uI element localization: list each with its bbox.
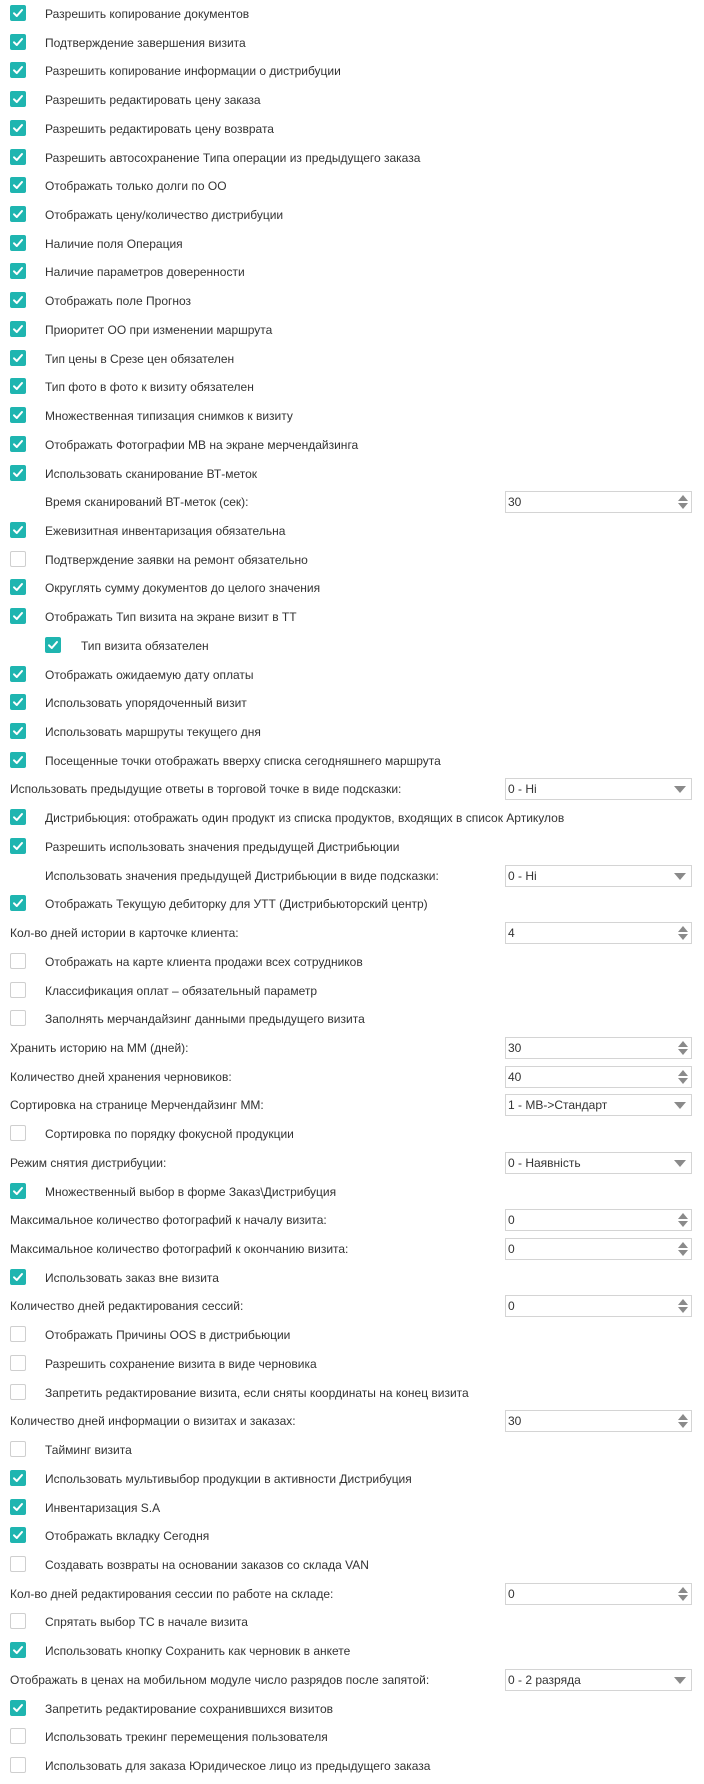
setting-row-checkbox [0,1525,704,1547]
setting-label: Сортировка на странице Мерчендайзинг ММ: [10,1098,264,1112]
spinner-up-icon[interactable] [678,1070,688,1076]
setting-row-checkbox [0,836,704,858]
setting-label: Максимальное количество фотографий к окончанию визита: [10,1242,349,1256]
chevron-down-icon[interactable] [674,1102,686,1109]
setting-row-checkbox [0,405,704,427]
checkbox-unchecked[interactable] [10,1384,26,1400]
setting-row-number [0,1066,704,1088]
checkbox-unchecked[interactable] [10,953,26,969]
checkmark-icon [12,610,24,622]
spinner-arrows-icon[interactable] [678,1212,688,1228]
checkbox-unchecked[interactable] [10,1613,26,1629]
number-input-value: 0 [508,1587,515,1601]
select-value: 1 - МВ->Стандарт [508,1098,608,1112]
setting-label: Режим снятия дистрибуции: [10,1156,167,1170]
checkmark-icon [12,754,24,766]
setting-row-number [0,1238,704,1260]
setting-row-checkbox [0,1468,704,1490]
checkbox-unchecked[interactable] [10,1757,26,1773]
checkmark-icon [12,725,24,737]
checkbox-checked[interactable] [10,465,26,481]
setting-row-checkbox [0,1267,704,1289]
checkbox-checked[interactable] [10,1527,26,1543]
checkmark-icon [12,696,24,708]
checkmark-icon [12,467,24,479]
checkbox-checked[interactable] [10,5,26,21]
checkbox-checked[interactable] [10,91,26,107]
setting-row-checkbox [0,3,704,25]
setting-label: Использовать сканирование ВТ-меток [45,467,258,481]
checkmark-icon [12,323,24,335]
checkbox-unchecked[interactable] [10,1010,26,1026]
setting-row-checkbox [0,1611,704,1633]
setting-label: Тайминг визита [45,1443,132,1457]
checkbox-unchecked[interactable] [10,1125,26,1141]
setting-label: Разрешить редактировать цену возврата [45,122,274,136]
checkbox-checked[interactable] [10,149,26,165]
setting-label: Множественная типизация снимков к визиту [45,409,293,423]
setting-label: Максимальное количество фотографий к началу визита: [10,1213,327,1227]
setting-label: Запретить редактирование сохранившихся визитов [45,1702,334,1716]
setting-label: Отображать Тип визита на экране визит в ТТ [45,610,297,624]
checkmark-icon [12,581,24,593]
setting-label: Разрешить сохранение визита в виде черновика [45,1357,317,1371]
spinner-down-icon[interactable] [678,1595,688,1601]
checkmark-icon [12,7,24,19]
checkmark-icon [12,1501,24,1513]
setting-row-select [0,1669,704,1691]
checkmark-icon [12,122,24,134]
checkbox-checked[interactable] [10,263,26,279]
setting-label: Кол-во дней редактирования сессии по работе на складе: [10,1587,334,1601]
checkmark-icon [12,93,24,105]
setting-row-checkbox [0,1497,704,1519]
checkbox-checked[interactable] [10,895,26,911]
chevron-down-icon[interactable] [674,1160,686,1167]
setting-row-checkbox [0,175,704,197]
checkbox-checked[interactable] [10,809,26,825]
checkbox-unchecked[interactable] [10,551,26,567]
checkbox-checked[interactable] [10,34,26,50]
checkmark-icon [12,409,24,421]
setting-label: Отображать на карте клиента продажи всех сотрудников [45,955,363,969]
setting-label: Сортировка по порядку фокусной продукции [45,1127,294,1141]
setting-row-checkbox [0,376,704,398]
spinner-down-icon[interactable] [678,1078,688,1084]
number-input[interactable] [505,1037,692,1059]
checkmark-icon [12,668,24,680]
spinner-up-icon[interactable] [678,495,688,501]
checkmark-icon [12,1472,24,1484]
spinner-down-icon[interactable] [678,1250,688,1256]
checkbox-checked[interactable] [10,1642,26,1658]
setting-label: Дистрибьюция: отображать один продукт из списка продуктов, входящих в список Артикулов [45,811,565,825]
setting-label: Использовать для заказа Юридическое лицо из предыдущего заказа [45,1759,431,1773]
select-value: 0 - Ні [508,782,537,796]
checkbox-unchecked[interactable] [10,1728,26,1744]
spinner-arrows-icon[interactable] [678,1040,688,1056]
checkbox-checked[interactable] [10,177,26,193]
setting-row-number [0,1209,704,1231]
setting-row-number [0,491,704,513]
number-input-value: 40 [508,1070,522,1084]
chevron-down-icon[interactable] [674,786,686,793]
number-input[interactable] [505,1238,692,1260]
setting-label: Тип визита обязателен [81,639,209,653]
checkbox-checked[interactable] [10,120,26,136]
setting-label: Отображать Текущую дебиторку для УТТ (Дистрибьюторский центр) [45,897,428,911]
setting-row-checkbox [0,89,704,111]
setting-label: Приоритет ОО при изменении маршрута [45,323,273,337]
checkmark-icon [12,151,24,163]
checkbox-checked[interactable] [10,1269,26,1285]
setting-label: Использовать заказ вне визита [45,1271,219,1285]
setting-label: Разрешить редактировать цену заказа [45,93,261,107]
setting-row-checkbox [0,750,704,772]
select-value: 0 - 2 разряда [508,1673,581,1687]
checkbox-checked[interactable] [10,378,26,394]
setting-label: Отображать поле Прогноз [45,294,192,308]
select-value: 0 - Ні [508,869,537,883]
setting-label: Отображать в ценах на мобильном модуле число разрядов после запятой: [10,1673,430,1687]
number-input[interactable] [505,922,692,944]
checkmark-icon [12,380,24,392]
setting-label: Классификация оплат – обязательный параметр [45,984,318,998]
setting-label: Наличие параметров доверенности [45,265,245,279]
select-dropdown[interactable] [505,1094,692,1116]
spinner-down-icon[interactable] [678,1049,688,1055]
spinner-up-icon[interactable] [678,1587,688,1593]
setting-label: Спрятать выбор ТС в начале визита [45,1615,248,1629]
setting-row-checkbox [0,1640,704,1662]
spinner-arrows-icon[interactable] [678,1586,688,1602]
setting-row-checkbox [0,1353,704,1375]
checkbox-checked[interactable] [10,752,26,768]
checkbox-checked[interactable] [10,666,26,682]
setting-row-checkbox [0,32,704,54]
number-input[interactable] [505,491,692,513]
setting-label: Отображать Фотографии МВ на экране мерчендайзинга [45,438,359,452]
number-input-value: 0 [508,1299,515,1313]
spinner-up-icon[interactable] [678,1242,688,1248]
setting-label: Посещенные точки отображать вверху списка сегодняшнего маршрута [45,754,441,768]
setting-row-checkbox [0,577,704,599]
setting-label: Отображать вкладку Сегодня [45,1529,210,1543]
spinner-up-icon[interactable] [678,1041,688,1047]
setting-label: Разрешить использовать значения предыдущей Дистрибьюции [45,840,400,854]
select-dropdown[interactable] [505,1669,692,1691]
number-input[interactable] [505,1410,692,1432]
spinner-up-icon[interactable] [678,1299,688,1305]
checkbox-checked[interactable] [10,62,26,78]
number-input-value: 30 [508,1414,522,1428]
setting-label: Тип фото в фото к визиту обязателен [45,380,254,394]
checkbox-checked[interactable] [10,1499,26,1515]
setting-row-checkbox [0,204,704,226]
checkbox-checked[interactable] [10,407,26,423]
setting-row-checkbox [0,434,704,456]
setting-label: Использовать мультивыбор продукции в активности Дистрибуция [45,1472,412,1486]
setting-row-select [0,1094,704,1116]
setting-label: Кол-во дней истории в карточке клиента: [10,926,239,940]
checkbox-checked[interactable] [10,350,26,366]
checkbox-unchecked[interactable] [10,1326,26,1342]
setting-label: Подтверждение заявки на ремонт обязательно [45,553,308,567]
setting-row-checkbox [0,549,704,571]
setting-row-checkbox [0,1008,704,1030]
setting-row-number [0,1410,704,1432]
checkmark-icon [12,208,24,220]
setting-row-checkbox [0,319,704,341]
setting-label: Использовать упорядоченный визит [45,696,247,710]
setting-row-checkbox [0,348,704,370]
checkbox-unchecked[interactable] [10,1556,26,1572]
setting-label: Отображать цену/количество дистрибуции [45,208,284,222]
setting-row-checkbox [0,233,704,255]
checkmark-icon [12,265,24,277]
checkbox-checked[interactable] [10,321,26,337]
setting-row-checkbox [0,1123,704,1145]
spinner-arrows-icon[interactable] [678,1298,688,1314]
setting-row-checkbox [0,893,704,915]
checkbox-checked[interactable] [10,694,26,710]
setting-row-select [0,1152,704,1174]
setting-label: Разрешить автосохранение Типа операции из предыдущего заказа [45,151,421,165]
setting-row-checkbox [0,463,704,485]
setting-label: Использовать значения предыдущей Дистрибьюции в виде подсказки: [45,869,439,883]
setting-row-checkbox [0,635,704,657]
setting-row-checkbox [0,1382,704,1404]
checkbox-checked[interactable] [10,206,26,222]
setting-label: Тип цены в Срезе цен обязателен [45,352,235,366]
checkbox-checked[interactable] [10,235,26,251]
checkbox-checked[interactable] [10,1470,26,1486]
setting-row-checkbox [0,1554,704,1576]
number-input[interactable] [505,1295,692,1317]
setting-row-select [0,865,704,887]
spinner-arrows-icon[interactable] [678,925,688,941]
chevron-down-icon[interactable] [674,873,686,880]
setting-row-checkbox [0,147,704,169]
setting-row-checkbox [0,118,704,140]
setting-label: Создавать возвраты на основании заказов со склада VAN [45,1558,369,1572]
checkbox-checked[interactable] [10,292,26,308]
checkmark-icon [12,352,24,364]
setting-label: Разрешить копирование документов [45,7,250,21]
setting-row-number [0,1037,704,1059]
setting-label: Отображать ожидаемую дату оплаты [45,668,254,682]
spinner-arrows-icon[interactable] [678,494,688,510]
number-input[interactable] [505,1066,692,1088]
setting-row-checkbox [0,520,704,542]
setting-label: Использовать маршруты текущего дня [45,725,261,739]
checkbox-checked[interactable] [45,637,61,653]
setting-row-checkbox [0,664,704,686]
select-value: 0 - Наявність [508,1156,581,1170]
spinner-arrows-icon[interactable] [678,1241,688,1257]
checkmark-icon [12,438,24,450]
setting-row-number [0,922,704,944]
checkmark-icon [12,897,24,909]
checkbox-checked[interactable] [10,608,26,624]
setting-label: Использовать предыдущие ответы в торговой точке в виде подсказки: [10,782,402,796]
checkmark-icon [12,179,24,191]
checkbox-unchecked[interactable] [10,1441,26,1457]
number-input-value: 0 [508,1242,515,1256]
setting-row-checkbox [0,1181,704,1203]
spinner-down-icon[interactable] [678,934,688,940]
setting-row-checkbox [0,721,704,743]
checkbox-unchecked[interactable] [10,1355,26,1371]
checkbox-checked[interactable] [10,838,26,854]
spinner-arrows-icon[interactable] [678,1069,688,1085]
setting-row-checkbox [0,1324,704,1346]
checkmark-icon [12,64,24,76]
spinner-down-icon[interactable] [678,1221,688,1227]
setting-label: Количество дней редактирования сессий: [10,1299,244,1313]
checkmark-icon [12,1644,24,1656]
checkmark-icon [12,524,24,536]
setting-label: Использовать кнопку Сохранить как черновик в анкете [45,1644,351,1658]
checkbox-unchecked[interactable] [10,982,26,998]
number-input-value: 30 [508,495,522,509]
setting-row-checkbox [0,606,704,628]
spinner-down-icon[interactable] [678,503,688,509]
select-dropdown[interactable] [505,865,692,887]
checkmark-icon [12,1185,24,1197]
number-input-value: 0 [508,1213,515,1227]
checkmark-icon [12,237,24,249]
setting-row-number [0,1295,704,1317]
checkbox-checked[interactable] [10,1700,26,1716]
chevron-down-icon[interactable] [674,1677,686,1684]
setting-label: Использовать трекинг перемещения пользователя [45,1730,328,1744]
select-dropdown[interactable] [505,778,692,800]
setting-label: Отображать Причины OOS в дистрибьюции [45,1328,291,1342]
setting-row-select [0,778,704,800]
checkbox-checked[interactable] [10,436,26,452]
checkmark-icon [12,36,24,48]
spinner-down-icon[interactable] [678,1307,688,1313]
setting-row-checkbox [0,951,704,973]
setting-label: Отображать только долги по ОО [45,179,227,193]
checkmark-icon [12,840,24,852]
setting-row-checkbox [0,1698,704,1720]
number-input[interactable] [505,1583,692,1605]
setting-row-checkbox [0,261,704,283]
spinner-up-icon[interactable] [678,926,688,932]
checkbox-checked[interactable] [10,579,26,595]
setting-label: Подтверждение завершения визита [45,36,246,50]
setting-label: Запретить редактирование визита, если сняты координаты на конец визита [45,1386,469,1400]
setting-label: Количество дней информации о визитах и заказах: [10,1414,296,1428]
setting-row-number [0,1583,704,1605]
setting-label: Наличие поля Операция [45,237,183,251]
select-dropdown[interactable] [505,1152,692,1174]
checkmark-icon [12,811,24,823]
setting-label: Инвентаризация S.A [45,1501,161,1515]
checkbox-checked[interactable] [10,522,26,538]
setting-row-checkbox [0,980,704,1002]
checkmark-icon [12,294,24,306]
number-input-value: 30 [508,1041,522,1055]
setting-label: Время сканирований ВТ-меток (сек): [45,495,249,509]
setting-row-checkbox [0,290,704,312]
setting-row-checkbox [0,60,704,82]
spinner-down-icon[interactable] [678,1422,688,1428]
number-input[interactable] [505,1209,692,1231]
setting-label: Ежевизитная инвентаризация обязательна [45,524,286,538]
setting-label: Множественный выбор в форме Заказ\Дистрибуция [45,1185,337,1199]
setting-row-checkbox [0,1726,704,1748]
setting-label: Разрешить копирование информации о дистрибуции [45,64,341,78]
checkbox-checked[interactable] [10,1183,26,1199]
checkbox-checked[interactable] [10,723,26,739]
spinner-up-icon[interactable] [678,1213,688,1219]
setting-label: Округлять сумму документов до целого значения [45,581,321,595]
checkmark-icon [47,639,59,651]
spinner-arrows-icon[interactable] [678,1413,688,1429]
checkmark-icon [12,1702,24,1714]
setting-label: Количество дней хранения черновиков: [10,1070,232,1084]
setting-row-checkbox [0,1439,704,1461]
setting-row-checkbox [0,692,704,714]
setting-row-checkbox [0,807,704,829]
setting-label: Хранить историю на ММ (дней): [10,1041,189,1055]
number-input-value: 4 [508,926,515,940]
setting-label: Заполнять мерчандайзинг данными предыдущего визита [45,1012,365,1026]
spinner-up-icon[interactable] [678,1414,688,1420]
checkmark-icon [12,1529,24,1541]
setting-row-checkbox [0,1755,704,1777]
checkmark-icon [12,1271,24,1283]
